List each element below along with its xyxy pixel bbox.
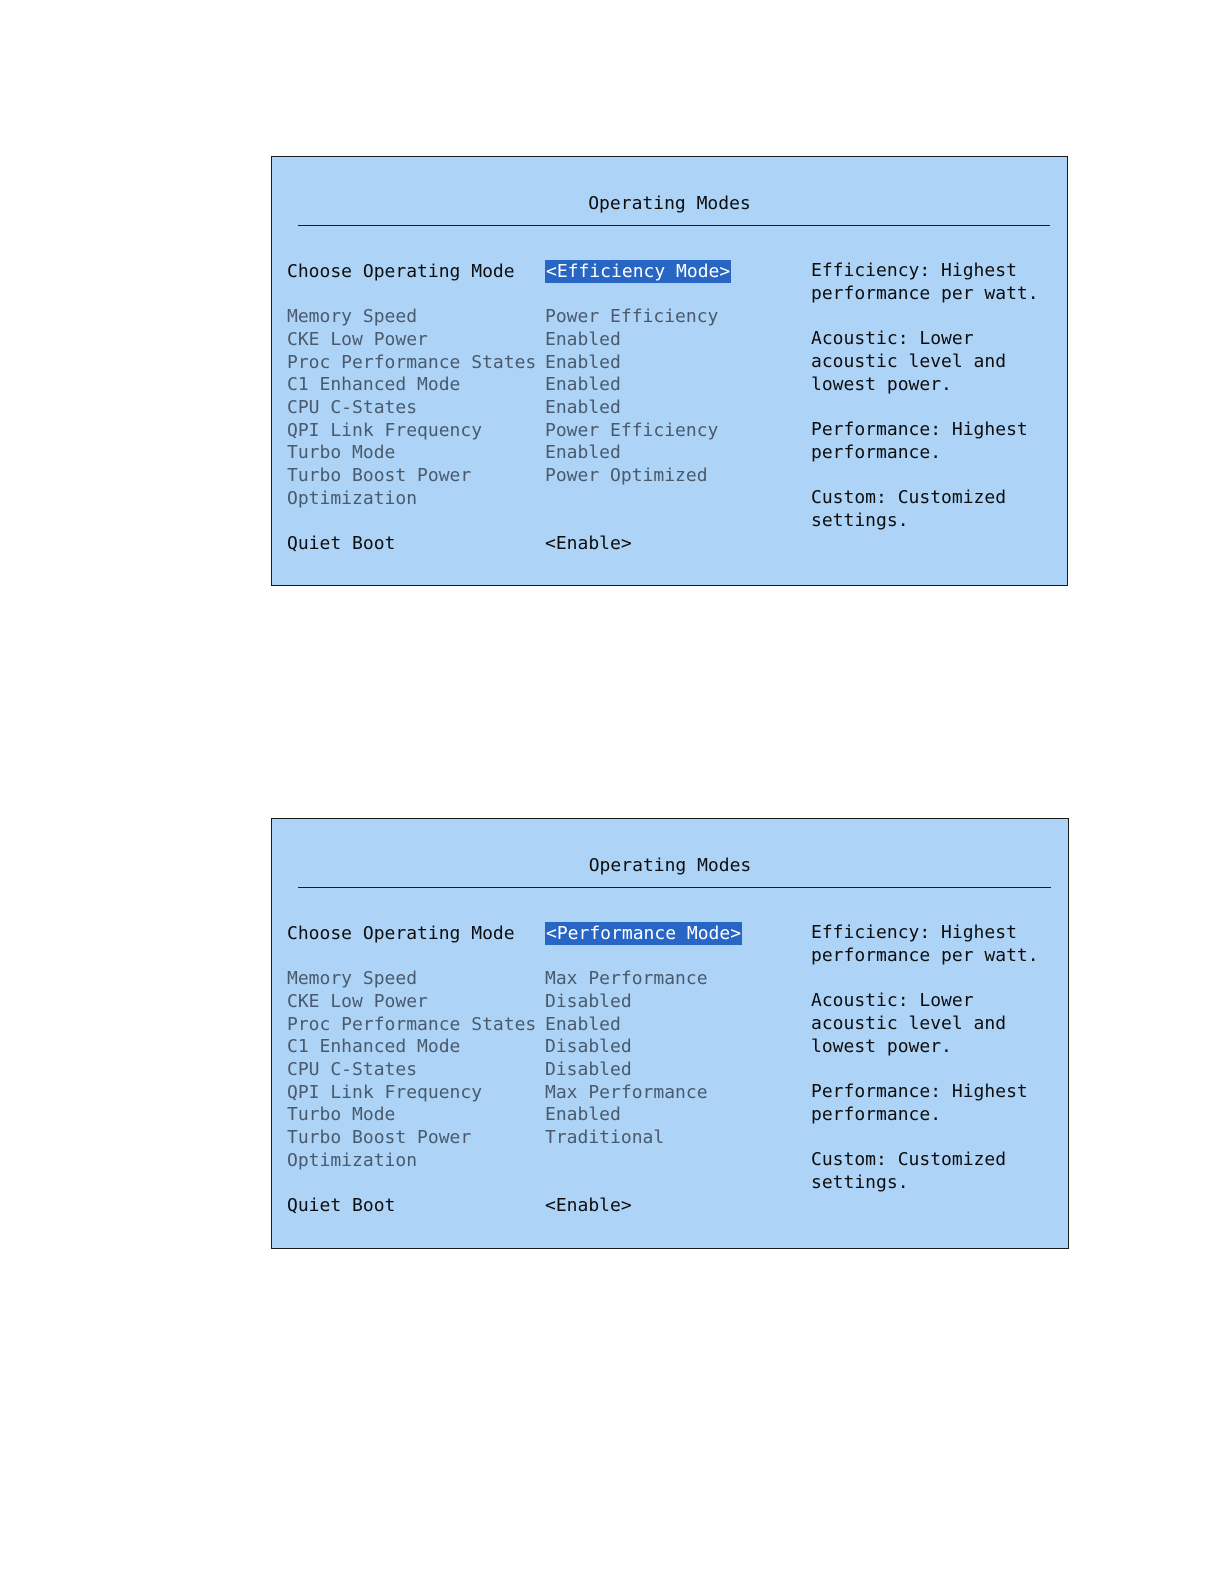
setting-label: CKE Low Power xyxy=(287,991,428,1012)
setting-value: Disabled xyxy=(545,991,632,1012)
help-performance: Performance: Highest performance. xyxy=(811,1080,1028,1125)
quiet-boot-label: Quiet Boot xyxy=(287,1195,396,1216)
setting-value: Enabled xyxy=(545,1014,621,1035)
help-custom: Custom: Customized settings. xyxy=(811,486,1007,531)
setting-label: Memory Speed xyxy=(287,306,418,327)
setting-label: Optimization xyxy=(287,488,418,509)
help-text-panel xyxy=(811,922,1061,1217)
help-custom: Custom: Customized settings. xyxy=(811,1148,1007,1193)
setting-value: Max Performance xyxy=(545,968,708,989)
quiet-boot-selector[interactable]: <Enable> xyxy=(545,1195,632,1216)
setting-label: CPU C-States xyxy=(287,1059,418,1080)
help-acoustic: Acoustic: Lower acoustic level and lowest power. xyxy=(811,328,1007,395)
setting-label: Turbo Mode xyxy=(287,1104,396,1125)
setting-label: Memory Speed xyxy=(287,968,418,989)
setting-label: C1 Enhanced Mode xyxy=(287,1036,461,1057)
setting-label: Proc Performance States xyxy=(287,352,537,373)
operating-mode-selector[interactable]: <Efficiency Mode> xyxy=(546,261,731,282)
setting-value: Power Efficiency xyxy=(545,306,719,327)
operating-modes-screen-performance xyxy=(271,818,1069,1249)
setting-value: Enabled xyxy=(545,329,621,350)
setting-value: Disabled xyxy=(545,1036,632,1057)
help-acoustic: Acoustic: Lower acoustic level and lowest power. xyxy=(811,990,1007,1057)
setting-label: Turbo Boost Power xyxy=(287,465,472,486)
setting-value: Enabled xyxy=(545,352,621,373)
help-text-panel xyxy=(811,260,1061,555)
quiet-boot-selector[interactable]: <Enable> xyxy=(545,533,632,554)
operating-modes-screen-efficiency xyxy=(271,156,1068,586)
title-divider xyxy=(298,887,1051,888)
choose-operating-mode-label: Choose Operating Mode xyxy=(287,261,515,282)
screen-title: Operating Modes xyxy=(588,855,752,876)
quiet-boot-label: Quiet Boot xyxy=(287,533,396,554)
setting-label: C1 Enhanced Mode xyxy=(287,374,461,395)
setting-label: CKE Low Power xyxy=(287,329,428,350)
setting-value: Power Optimized xyxy=(545,465,708,486)
setting-value: Max Performance xyxy=(545,1082,708,1103)
help-performance: Performance: Highest performance. xyxy=(811,418,1028,463)
setting-label: Proc Performance States xyxy=(287,1014,537,1035)
help-efficiency: Efficiency: Highest performance per watt. xyxy=(811,260,1039,304)
setting-label: Turbo Mode xyxy=(287,442,396,463)
operating-mode-selector[interactable]: <Performance Mode> xyxy=(546,923,742,944)
setting-value: Enabled xyxy=(545,442,621,463)
setting-value: Disabled xyxy=(545,1059,632,1080)
help-efficiency: Efficiency: Highest performance per watt. xyxy=(811,922,1039,966)
setting-label: QPI Link Frequency xyxy=(287,420,483,441)
screen-title: Operating Modes xyxy=(588,193,751,214)
choose-operating-mode-label: Choose Operating Mode xyxy=(287,923,515,944)
title-divider xyxy=(298,225,1050,226)
setting-value: Power Efficiency xyxy=(545,420,719,441)
setting-label: QPI Link Frequency xyxy=(287,1082,483,1103)
setting-value: Enabled xyxy=(545,374,621,395)
setting-label: CPU C-States xyxy=(287,397,418,418)
setting-label: Optimization xyxy=(287,1150,418,1171)
setting-value: Enabled xyxy=(545,1104,621,1125)
setting-label: Turbo Boost Power xyxy=(287,1127,472,1148)
setting-value: Traditional xyxy=(545,1127,665,1148)
setting-value: Enabled xyxy=(545,397,621,418)
